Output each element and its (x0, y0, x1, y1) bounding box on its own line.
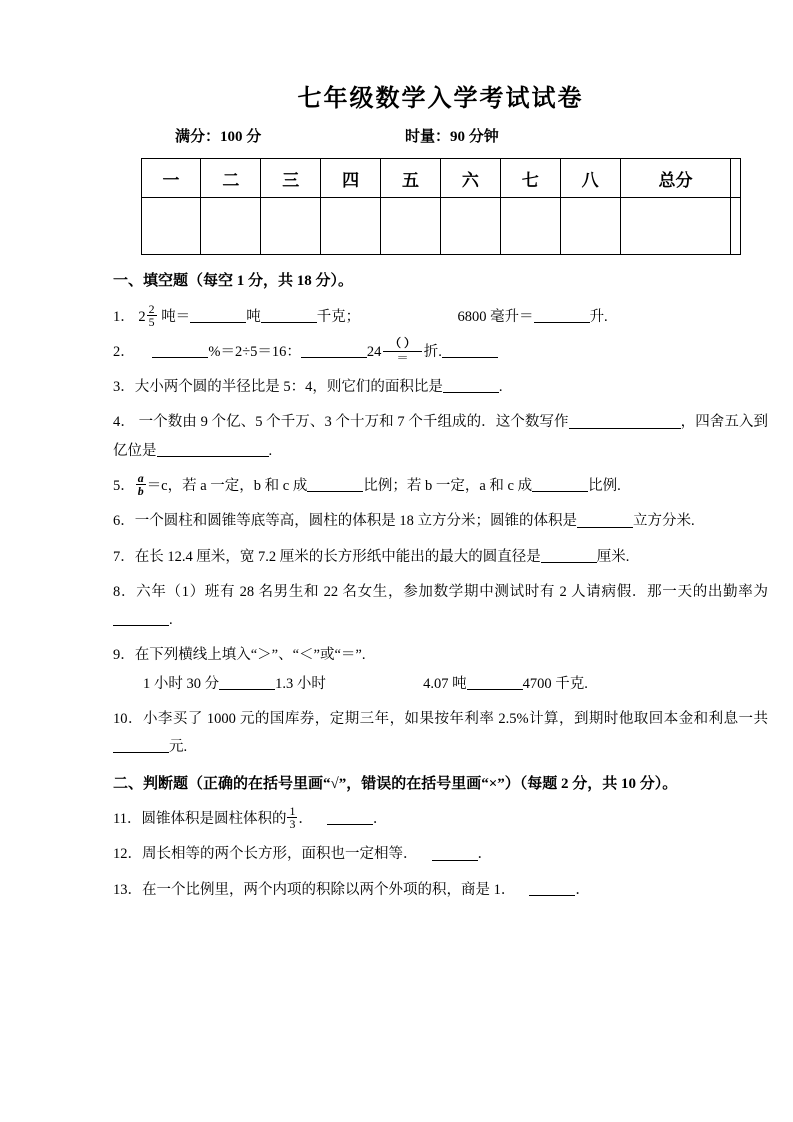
score-table (141, 158, 741, 255)
section-heading-2: 二、判断题（正确的在括号里画“√”，错误的在括号里画“×”）（每题 2 分，共 10 分）。 (113, 775, 678, 792)
question-6-text-2: 立方分米. (633, 513, 695, 530)
score-blank-cell[interactable] (560, 198, 620, 255)
question-7-text-2: 厘米. (596, 548, 630, 565)
question-5-fraction-ab (136, 472, 146, 498)
question-11-fraction (287, 805, 297, 831)
score-blank-cell[interactable] (201, 198, 261, 255)
section-heading-1: 一、填空题（每空 1 分，共 18 分）。 (113, 273, 354, 289)
question-8-text: 六年（1）班有 28 名男生和 22 名女生，参加数学期中测试时有 2 人请病假．那一天的出勤率为 (136, 583, 769, 600)
score-blank-cell[interactable] (500, 198, 560, 255)
question-12-number: 12． (113, 846, 142, 863)
question-13-number: 13． (113, 881, 142, 898)
fraction-numerator: （ ） (389, 337, 416, 351)
fraction-denominator: 5 (148, 314, 155, 329)
question-2-equals-1: 24 (366, 343, 382, 360)
question-13 (113, 876, 768, 904)
document-body (113, 78, 768, 911)
question-3 (113, 373, 768, 401)
question-2-text-a: %＝2÷5＝16： (208, 343, 301, 360)
question-1-text-c: 千克； (316, 308, 361, 325)
question-11-period: ． (372, 811, 388, 828)
answer-blank[interactable] (307, 478, 363, 493)
answer-blank[interactable] (534, 308, 590, 323)
fraction-denominator: b (137, 484, 144, 499)
score-header-cell: 一 (141, 159, 201, 198)
score-table-blank-row (141, 198, 740, 255)
answer-blank[interactable] (157, 442, 269, 457)
question-9-sub-c: 4.07 吨 (423, 675, 467, 692)
answer-blank[interactable] (261, 308, 317, 323)
score-blank-cell[interactable] (381, 198, 441, 255)
score-header-cell-total: 总分 (620, 159, 731, 198)
fraction-numerator: a (137, 470, 144, 485)
question-8 (113, 578, 768, 635)
score-blank-cell[interactable] (261, 198, 321, 255)
answer-blank[interactable] (190, 308, 246, 323)
question-2-fraction (383, 338, 421, 365)
question-10-number: 10． (113, 710, 143, 727)
question-5 (113, 472, 768, 500)
question-12 (113, 840, 768, 868)
question-13-period: ． (575, 881, 590, 898)
answer-blank[interactable] (529, 881, 575, 896)
question-2 (113, 338, 768, 366)
score-header-cell: 三 (261, 159, 321, 198)
score-header-cell: 四 (321, 159, 381, 198)
question-11-text: 圆锥体积是圆柱体积的 (141, 811, 287, 828)
question-9-sub-d: 4700 千克. (522, 675, 588, 692)
question-3-number: 3． (113, 379, 135, 396)
question-9-text: 在下列横线上填入“＞”、“＜”或“＝”. (134, 647, 366, 664)
question-7-number: 7． (113, 548, 135, 565)
answer-blank[interactable] (113, 739, 169, 754)
question-1-number: 1． (113, 308, 135, 325)
score-blank-cell[interactable] (141, 198, 201, 255)
question-5-text-2: 比例；若 b 一定，a 和 c 成 (363, 478, 533, 495)
answer-blank[interactable] (532, 478, 588, 493)
question-13-text: 在一个比例里，两个内项的积除以两个外项的积，商是 1． (142, 881, 516, 898)
question-9-number: 9． (113, 647, 135, 664)
score-header-cell: 六 (440, 159, 500, 198)
question-11-number: 11． (113, 811, 142, 828)
question-10-tail: 元. (169, 739, 188, 756)
score-header-cell: 七 (500, 159, 560, 198)
answer-blank[interactable] (577, 513, 633, 528)
question-6-number: 6． (113, 513, 135, 530)
question-7-text: 在长 12.4 厘米，宽 7.2 厘米的长方形纸中能出的最大的圆直径是 (134, 548, 541, 565)
answer-blank[interactable] (442, 343, 498, 358)
fraction-denominator: 3 (289, 817, 296, 832)
question-7 (113, 543, 768, 571)
answer-blank[interactable] (152, 343, 208, 358)
question-8-number: 8． (113, 583, 137, 600)
question-1-text-a: 吨＝ (161, 308, 191, 325)
question-9 (113, 641, 768, 698)
question-1-text-b: 吨 (246, 308, 261, 325)
answer-blank[interactable] (301, 343, 367, 358)
question-8-tail: . (169, 612, 173, 629)
score-blank-cell-total[interactable] (620, 198, 731, 255)
fraction-numerator: 1 (289, 804, 296, 818)
question-1-integer: 2 (138, 308, 146, 325)
answer-blank[interactable] (569, 414, 681, 429)
question-1-text-d: 6800 毫升＝ (457, 308, 534, 325)
question-6 (113, 507, 768, 535)
question-2-number: 2． (113, 343, 135, 360)
page-title: 七年级数学入学考试试卷 (297, 86, 584, 112)
question-12-period: ． (477, 846, 492, 863)
question-9-sub-a: 1 小时 30 分 (143, 675, 220, 692)
question-11 (113, 805, 768, 833)
time-limit-label: 时量：90 分钟 (405, 129, 499, 145)
question-4-number: 4． (113, 414, 135, 431)
question-1-fraction (147, 303, 157, 329)
question-1-mixed-number (138, 301, 161, 329)
question-9-sub-b: 1.3 小时 (275, 675, 326, 692)
score-header-cell: 二 (201, 159, 261, 198)
question-11-tail: ． (298, 811, 313, 828)
score-header-cell: 五 (381, 159, 441, 198)
question-4-text: 一个数由 9 个亿、5 个千万、3 个十万和 7 个千组成的．这个数写作 (138, 414, 569, 431)
score-blank-cell[interactable] (321, 198, 381, 255)
question-4-text-2: ，四舍五入到亿位是 (113, 414, 769, 459)
answer-blank[interactable] (467, 675, 523, 690)
answer-blank[interactable] (432, 846, 478, 861)
question-2-equals-2: 折. (423, 343, 442, 360)
question-1-text-e: 升. (589, 308, 608, 325)
exam-meta (113, 125, 768, 146)
fraction-denominator: ＝ (383, 351, 421, 366)
question-5-text: ＝c，若 a 一定，b 和 c 成 (146, 478, 308, 495)
score-header-cell-extra (731, 159, 740, 198)
question-4 (113, 408, 768, 465)
question-4-tail: . (268, 442, 273, 459)
question-5-number: 5． (113, 478, 135, 495)
answer-blank[interactable] (541, 548, 597, 563)
question-5-tail: 比例. (588, 478, 621, 495)
question-1 (113, 303, 768, 331)
question-12-text: 周长相等的两个长方形，面积也一定相等． (142, 846, 418, 863)
answer-blank[interactable] (327, 811, 373, 826)
question-10-text: 小李买了 1000 元的国库券，定期三年，如果按年利率 2.5%计算，到期时他取回本金和利息一共 (142, 710, 769, 727)
answer-blank[interactable] (443, 379, 499, 394)
score-header-cell: 八 (560, 159, 620, 198)
question-3-text: 大小两个圆的半径比是 5：4，则它们的面积比是 (134, 379, 443, 396)
question-10 (113, 705, 768, 762)
score-blank-cell-extra[interactable] (731, 198, 740, 255)
score-blank-cell[interactable] (440, 198, 500, 255)
fraction-numerator: 2 (148, 301, 155, 316)
answer-blank[interactable] (113, 612, 169, 627)
score-table-header-row (141, 159, 740, 198)
question-6-text: 一个圆柱和圆锥等底等高，圆柱的体积是 18 立方分米；圆锥的体积是 (134, 513, 577, 530)
question-3-tail: . (498, 379, 503, 396)
answer-blank[interactable] (219, 675, 275, 690)
full-score-label: 满分：100 分 (175, 129, 262, 145)
